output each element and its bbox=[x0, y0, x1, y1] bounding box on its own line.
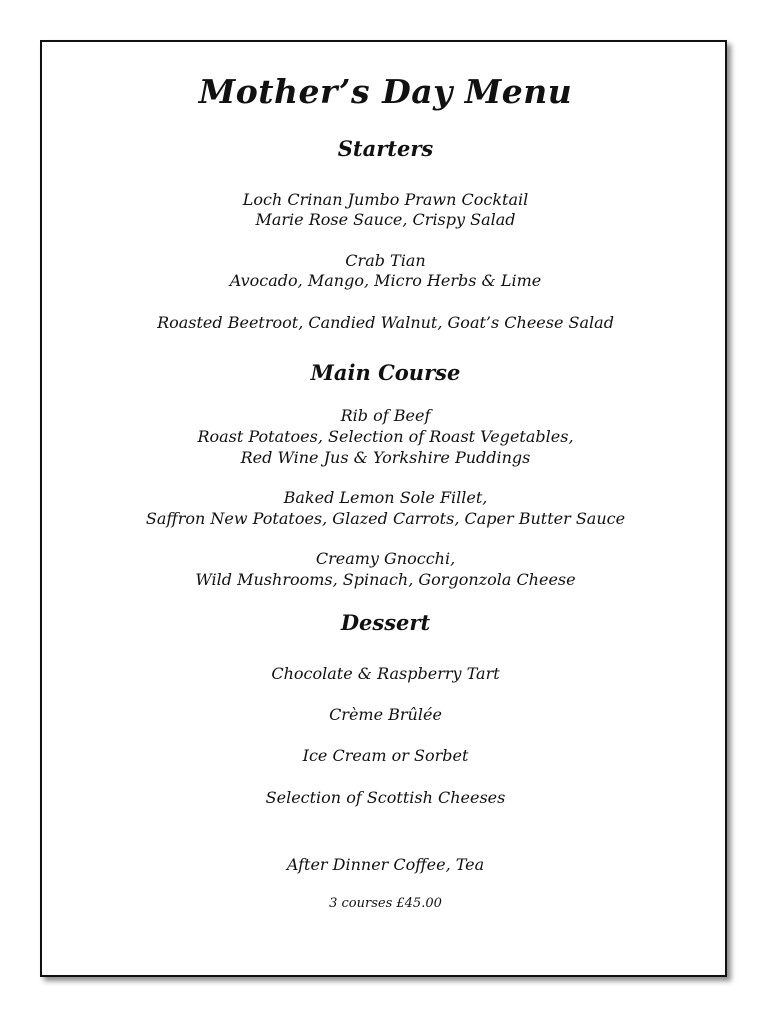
main-1-desc-2: Red Wine Jus & Yorkshire Puddings bbox=[240, 448, 531, 467]
dessert-2-name: Crème Brûlée bbox=[329, 705, 442, 724]
dessert-4-name: Selection of Scottish Cheeses bbox=[265, 788, 506, 807]
dessert-1-name: Chocolate & Raspberry Tart bbox=[271, 664, 500, 683]
menu-title: Mother’s Day Menu bbox=[198, 72, 573, 111]
main-2-name: Baked Lemon Sole Fillet, bbox=[283, 488, 488, 507]
main-2-desc: Saffron New Potatoes, Glazed Carrots, Caper Butter Sauce bbox=[145, 509, 626, 528]
starter-2-name: Crab Tian bbox=[345, 251, 426, 270]
starter-2-desc: Avocado, Mango, Micro Herbs & Lime bbox=[229, 271, 542, 290]
starters-heading: Starters bbox=[337, 136, 434, 161]
main-3-name: Creamy Gnocchi, bbox=[315, 549, 456, 568]
menu-price: 3 courses £45.00 bbox=[329, 896, 442, 911]
main-course-heading: Main Course bbox=[310, 360, 461, 385]
starter-1-desc: Marie Rose Sauce, Crispy Salad bbox=[255, 210, 516, 229]
main-3-desc: Wild Mushrooms, Spinach, Gorgonzola Cheese bbox=[195, 570, 576, 589]
dessert-3-name: Ice Cream or Sorbet bbox=[302, 746, 469, 765]
starter-1-name: Loch Crinan Jumbo Prawn Cocktail bbox=[242, 190, 529, 209]
after-dinner-drinks: After Dinner Coffee, Tea bbox=[286, 855, 485, 874]
main-1-desc: Roast Potatoes, Selection of Roast Vegetables, bbox=[197, 427, 574, 446]
main-1-name: Rib of Beef bbox=[340, 406, 431, 425]
starter-3-name: Roasted Beetroot, Candied Walnut, Goat’s Cheese Salad bbox=[157, 313, 614, 332]
dessert-heading: Dessert bbox=[340, 610, 431, 635]
